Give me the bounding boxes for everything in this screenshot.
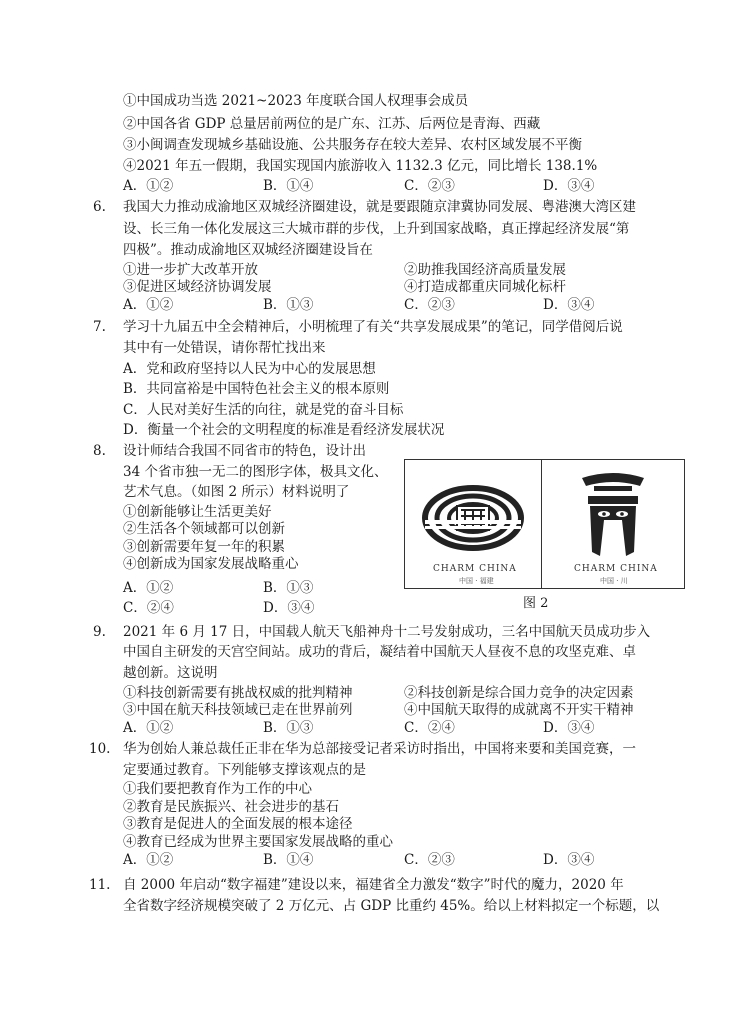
- q10-option-c: C．②③: [404, 852, 455, 868]
- q8-option-a: A．①②: [123, 580, 174, 596]
- q5-option-d: D．③④: [543, 178, 595, 194]
- q7-choice-c: C．人民对美好生活的向往，就是党的奋斗目标: [123, 402, 404, 418]
- q9-stem-1: 2021 年 6 月 17 日，中国载人航天飞船神舟十二号发射成功，三名中国航天员成功步入: [123, 624, 651, 640]
- q10-option-a: A．①②: [123, 852, 174, 868]
- figure-2-label: 图 2: [523, 596, 549, 611]
- q6-option-d: D．③④: [543, 297, 595, 313]
- q10-stem-1: 华为创始人兼总裁任正非在华为总部接受记者采访时指出，中国将来要和美国竞赛，一: [123, 741, 636, 757]
- q9-item-2: ②科技创新是综合国力竞争的决定因素: [404, 685, 634, 701]
- q10-item-3: ③教育是促进人的全面发展的根本途径: [123, 816, 353, 832]
- q9-stem-2: 中国自主研发的天宫空间站。成功的背后，凝结着中国航天人昼夜不息的攻坚克难、卓: [123, 644, 636, 660]
- q5-option-c: C．②③: [404, 178, 455, 194]
- q10-option-d: D．③④: [543, 852, 595, 868]
- q11-stem-2: 全省数字经济规模突破了 2 万亿元、占 GDP 比重约 45%。给以上材料拟定一个标题，以: [123, 898, 660, 914]
- q11-number: 11.: [89, 877, 111, 893]
- q6-number: 6.: [93, 199, 106, 215]
- q9-item-1: ①科技创新需要有挑战权威的批判精神: [123, 685, 353, 701]
- q10-number: 10.: [89, 741, 111, 757]
- q10-stem-2: 定要通过教育。下列能够支撑该观点的是: [123, 762, 366, 778]
- q10-item-1: ①我们要把教育作为工作的中心: [123, 781, 312, 797]
- q8-stem-2: 34 个省市独一无二的图形字体，极具文化、: [123, 464, 388, 480]
- fujian-logo-caption: CHARM CHINA: [433, 564, 517, 574]
- q9-option-d: D．③④: [543, 720, 595, 736]
- q7-choice-d: D．衡量一个社会的文明程度的标准是看经济发展状况: [123, 422, 445, 438]
- q5-item-3: ③小闽调查发现城乡基础设施、公共服务存在较大差异、农村区域发展不平衡: [123, 137, 582, 153]
- q6-option-c: C．②③: [404, 297, 455, 313]
- q8-item-1: ①创新能够让生活更美好: [123, 504, 272, 520]
- q7-choice-a: A．党和政府坚持以人民为中心的发展思想: [123, 361, 376, 377]
- q8-item-2: ②生活各个领域都可以创新: [123, 521, 285, 537]
- q8-stem-1: 设计师结合我国不同省市的特色，设计出: [123, 443, 366, 459]
- q6-item-3: ③促进区域经济协调发展: [123, 279, 272, 295]
- sichuan-logo-subcaption: 中国 · 川: [600, 577, 628, 585]
- q8-option-d: D．③④: [263, 600, 315, 616]
- q9-option-a: A．①②: [123, 720, 174, 736]
- q9-option-c: C．②④: [404, 720, 455, 736]
- q8-item-3: ③创新需要年复一年的积累: [123, 539, 285, 555]
- q5-item-1: ①中国成功当选 2021~2023 年度联合国人权理事会成员: [123, 93, 469, 109]
- q10-option-b: B．①④: [263, 852, 314, 868]
- q6-item-1: ①进一步扩大改革开放: [123, 262, 258, 278]
- q8-option-c: C．②④: [123, 600, 174, 616]
- q6-option-b: B．①③: [263, 297, 314, 313]
- q6-item-4: ④打造成都重庆同城化标杆: [404, 279, 566, 295]
- q5-item-4: ④2021 年五一假期，我国实现国内旅游收入 1132.3 亿元，同比增长 138.1%: [123, 158, 598, 174]
- q6-stem-3: 四极”。推动成渝地区双城经济圈建设旨在: [123, 242, 373, 258]
- sichuan-logo-caption: CHARM CHINA: [574, 564, 658, 574]
- q8-option-b: B．①③: [263, 580, 314, 596]
- q9-stem-3: 越创新。这说明: [123, 665, 218, 681]
- figure-2: [404, 459, 685, 589]
- q6-stem-1: 我国大力推动成渝地区双城经济圈建设，就是要跟随京津冀协同发展、粤港澳大湾区建: [123, 199, 636, 215]
- q9-number: 9.: [93, 624, 106, 640]
- q5-item-2: ②中国各省 GDP 总量居前两位的是广东、江苏、后两位是青海、西藏: [123, 116, 541, 132]
- q8-item-4: ④创新成为国家发展战略重心: [123, 556, 299, 572]
- q5-option-a: A．①②: [123, 178, 174, 194]
- q7-stem-2: 其中有一处错误，请你帮忙找出来: [123, 340, 326, 356]
- q9-item-4: ④中国航天取得的成就离不开实干精神: [404, 702, 634, 718]
- q10-item-4: ④教育已经成为世界主要国家发展战略的重心: [123, 834, 393, 850]
- sichuan-logo-panel: [542, 460, 684, 588]
- q11-stem-1: 自 2000 年启动“数字福建”建设以来，福建省全力激发“数字”时代的魔力，2020 年: [123, 877, 624, 893]
- fujian-logo-panel: [405, 460, 542, 588]
- q6-item-2: ②助推我国经济高质量发展: [404, 262, 566, 278]
- q6-stem-2: 设、长三角一体化发展这三大城市群的步伐，上升到国家战略，真正撑起经济发展“第: [123, 221, 630, 237]
- q8-stem-3: 艺术气息。（如图 2 所示）材料说明了: [123, 484, 350, 500]
- q9-option-b: B．①③: [263, 720, 314, 736]
- q7-choice-b: B．共同富裕是中国特色社会主义的根本原则: [123, 381, 390, 397]
- q8-number: 8.: [93, 443, 106, 459]
- q7-number: 7.: [93, 319, 106, 335]
- q9-item-3: ③中国在航天科技领域已走在世界前列: [123, 702, 353, 718]
- q6-option-a: A．①②: [123, 297, 174, 313]
- fujian-logo-subcaption: 中国 · 福建: [459, 577, 494, 585]
- q7-stem-1: 学习十九届五中全会精神后，小明梳理了有关“共享发展成果”的笔记，同学借阅后说: [123, 319, 623, 335]
- q10-item-2: ②教育是民族振兴、社会进步的基石: [123, 799, 339, 815]
- q5-option-b: B．①④: [263, 178, 314, 194]
